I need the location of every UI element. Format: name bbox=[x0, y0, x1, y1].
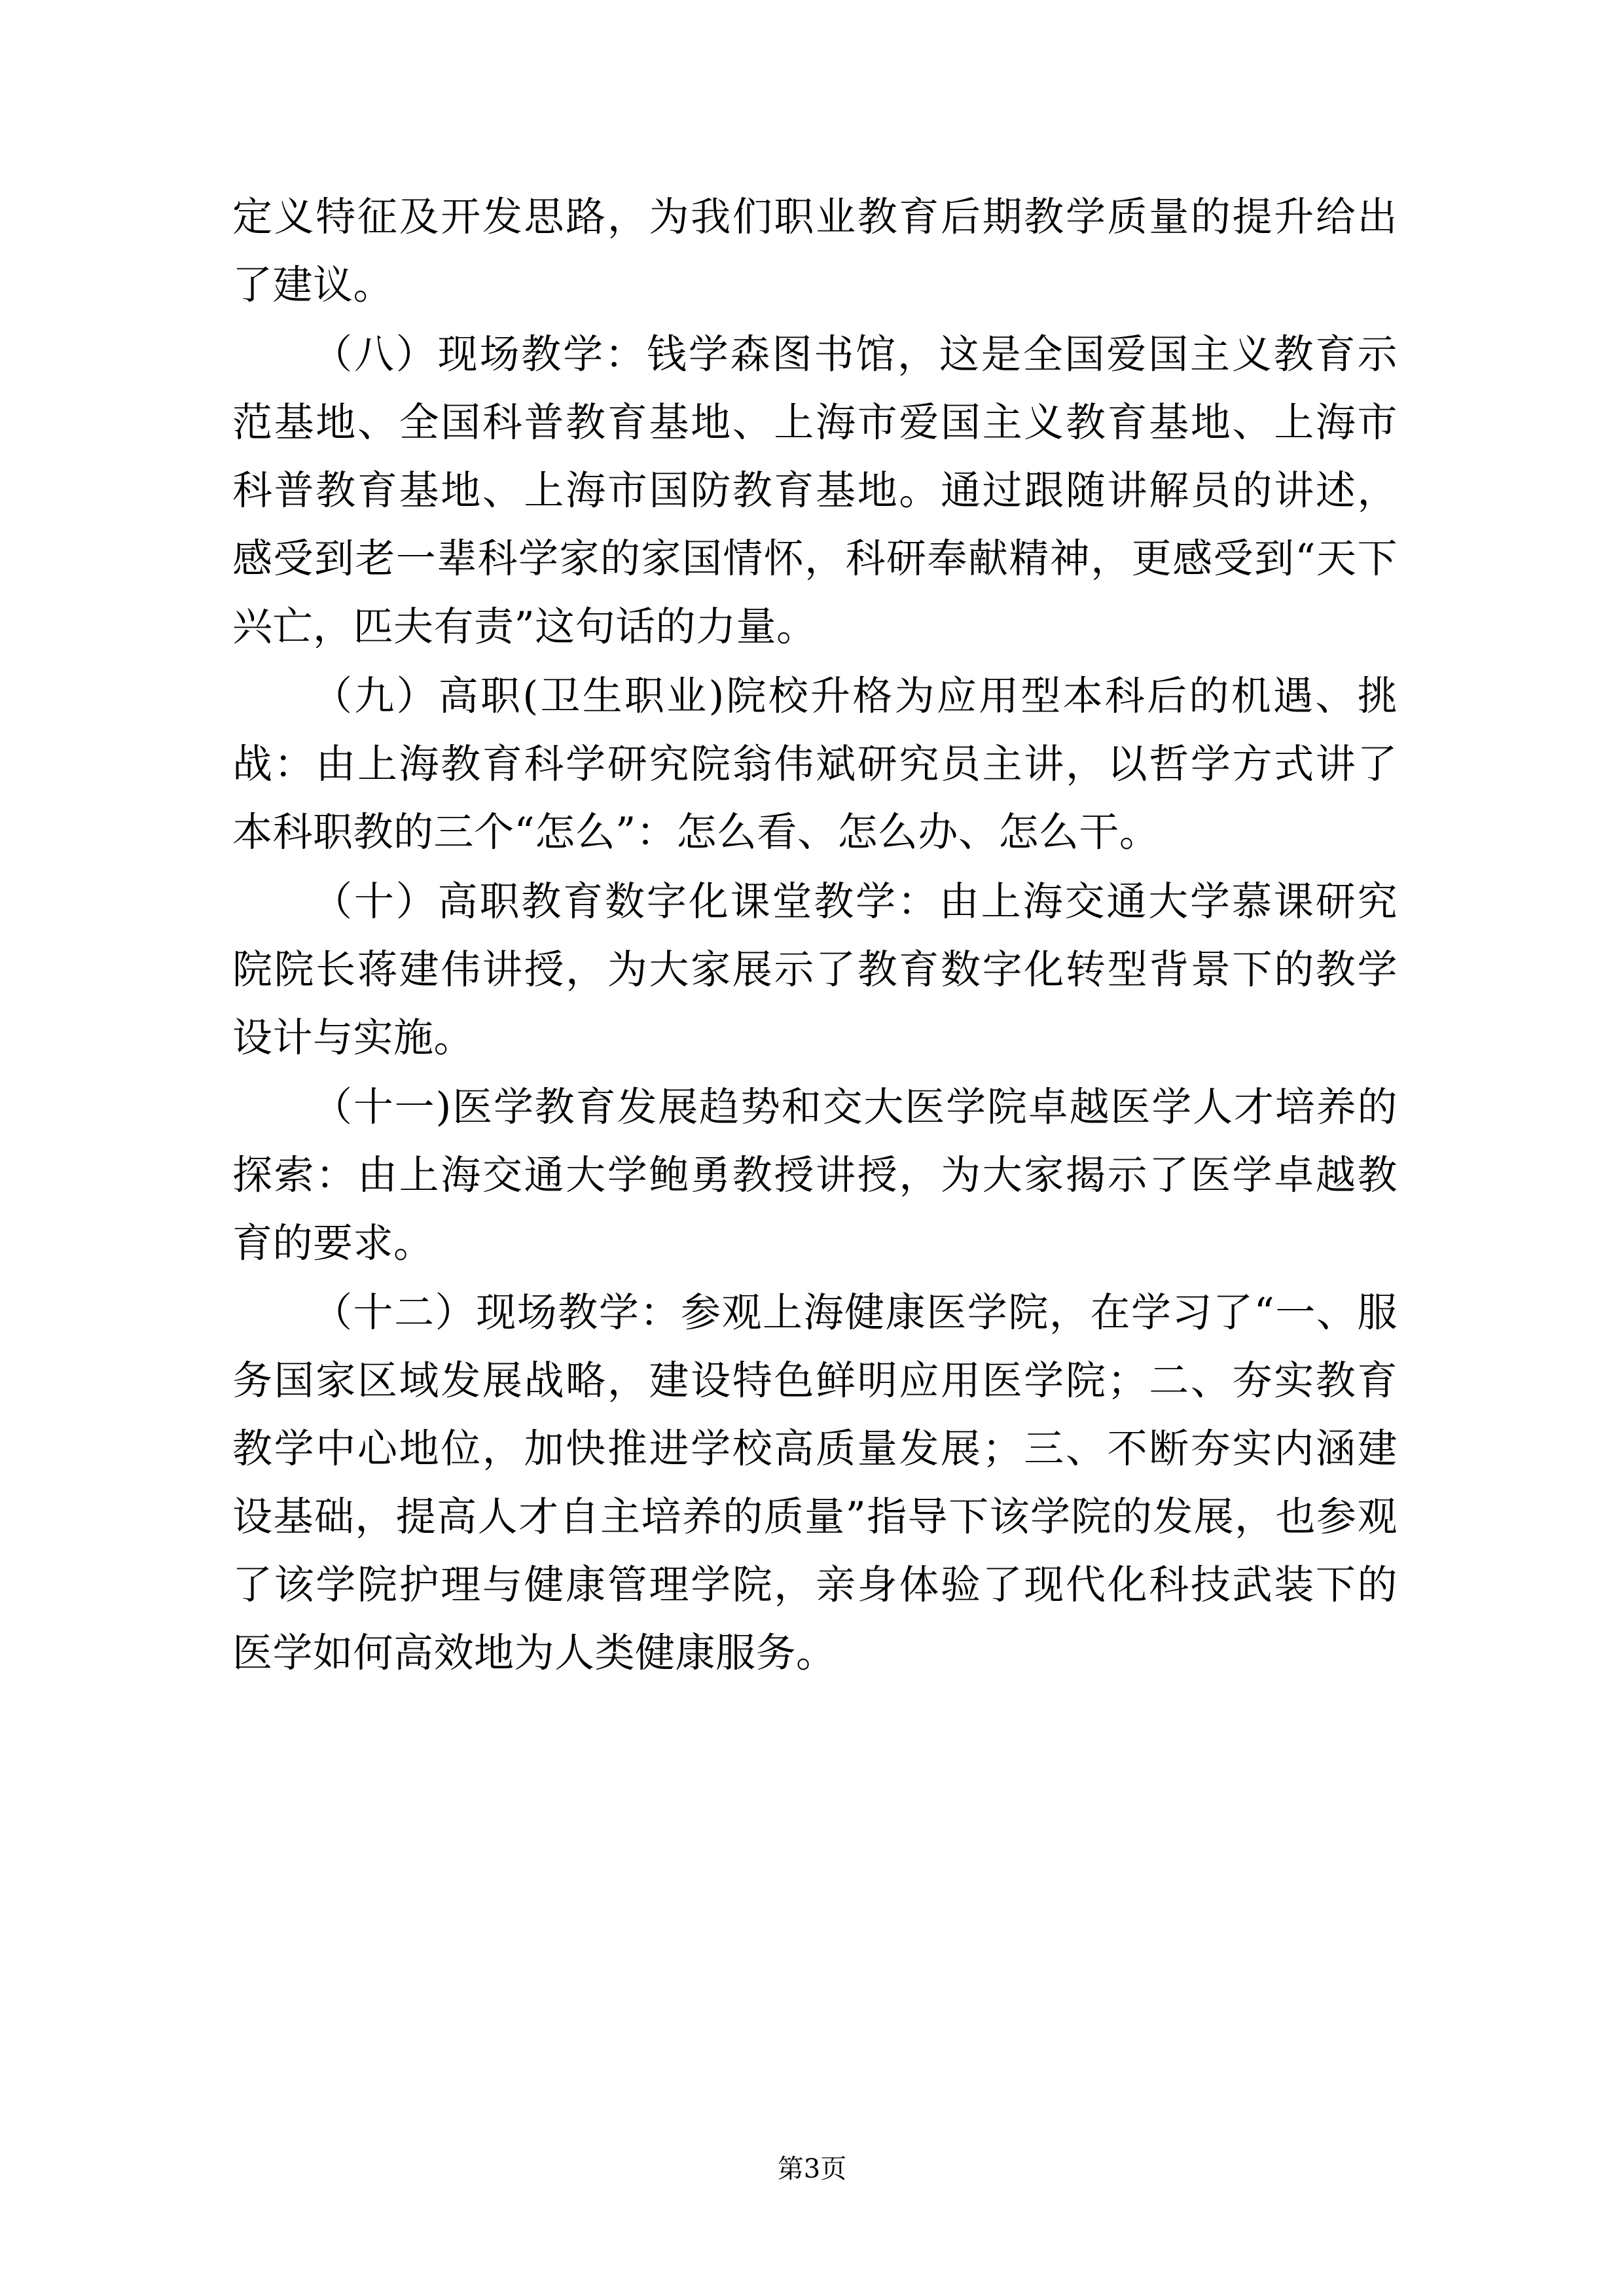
paragraph-item-11: （十一)医学教育发展趋势和交大医学院卓越医学人才培养的探索：由上海交通大学鲍勇教授讲授，为大家揭示了医学卓越教育的要求。 bbox=[232, 1084, 1398, 1266]
paragraph-continuation: 定义特征及开发思路，为我们职业教育后期教学质量的提升给出了建议。 bbox=[232, 194, 1398, 308]
paragraph-item-8: （八）现场教学：钱学森图书馆，这是全国爱国主义教育示范基地、全国科普教育基地、上海市爱国主义教育基地、上海市科普教育基地、上海市国防教育基地。通过跟随讲解员的讲述，感受到老一辈科学家的家国情怀，科研奉献精神，更感受到“天下兴亡，匹夫有责”这句话的力量。 bbox=[232, 331, 1398, 650]
document-body bbox=[232, 183, 1398, 1689]
paragraph-item-9: （九）高职(卫生职业)院校升格为应用型本科后的机遇、挑战：由上海教育科学研究院翁伟斌研究员主讲，以哲学方式讲了本科职教的三个“怎么”：怎么看、怎么办、怎么干。 bbox=[232, 673, 1398, 855]
paragraph-item-12: （十二）现场教学：参观上海健康医学院，在学习了“一、服务国家区域发展战略，建设特色鲜明应用医学院；二、夯实教育教学中心地位，加快推进学校高质量发展；三、不断夯实内涵建设基础，提高人才自主培养的质量”指导下该学院的发展，也参观了该学院护理与健康管理学院，亲身体验了现代化科技武装下的医学如何高效地为人类健康服务。 bbox=[232, 1289, 1398, 1676]
paragraph-item-10: （十）高职教育数字化课堂教学：由上海交通大学慕课研究院院长蒋建伟讲授，为大家展示了教育数字化转型背景下的教学设计与实施。 bbox=[232, 878, 1398, 1061]
page-number-footer: 第3页 bbox=[777, 2154, 847, 2184]
